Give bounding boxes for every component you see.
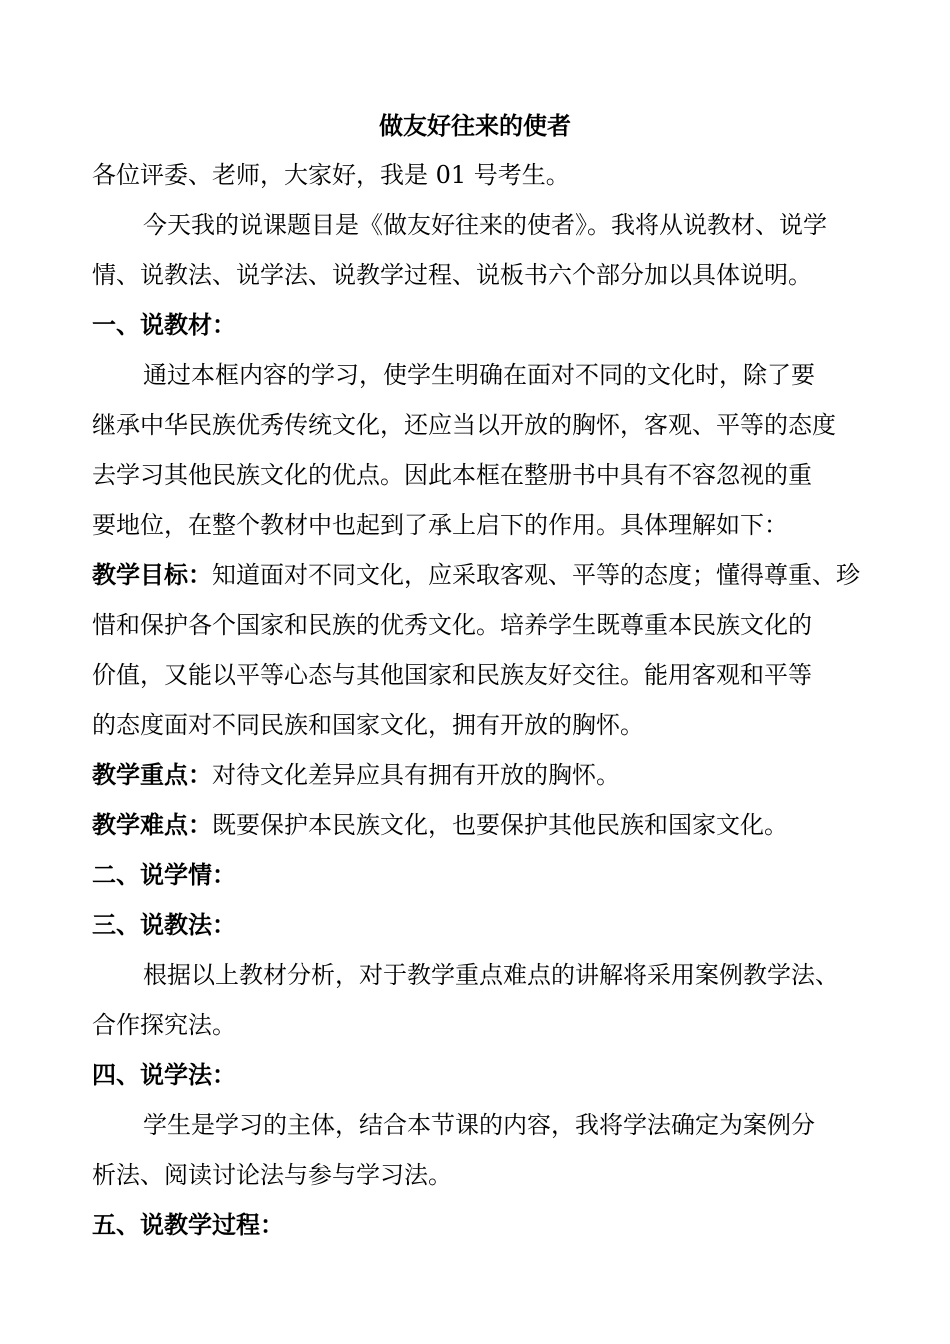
paragraph-line: 通过本框内容的学习，使学生明确在面对不同的文化时，除了要 [143,361,815,389]
section-heading-teaching-process: 五、说教学过程： [92,1211,284,1239]
document-title: 做友好往来的使者 [379,112,571,140]
section-heading-students: 二、说学情： [92,861,236,889]
teaching-goal-text: 知道面对不同文化，应采取客观、平等的态度；懂得尊重、珍 [212,561,860,589]
difficulty-label: 教学难点： [92,811,212,839]
difficulty-line [92,810,788,840]
intro-line: 今天我的说课题目是《做友好往来的使者》。我将从说教材、说学 [143,211,827,239]
difficulty-text: 既要保护本民族文化，也要保护其他民族和国家文化。 [212,811,788,839]
section-heading-textbook: 一、说教材： [92,311,236,339]
intro-line: 情、说教法、说学法、说教学过程、说板书六个部分加以具体说明。 [92,261,812,289]
paragraph-line: 学生是学习的主体，结合本节课的内容，我将学法确定为案例分 [143,1111,815,1139]
paragraph-line: 合作探究法。 [92,1011,236,1039]
paragraph-line: 析法、阅读讨论法与参与学习法。 [92,1161,452,1189]
greeting: 各位评委、老师，大家好，我是 01 号考生。 [92,161,570,189]
key-point-text: 对待文化差异应具有拥有开放的胸怀。 [212,761,620,789]
paragraph-line: 根据以上教材分析，对于教学重点难点的讲解将采用案例教学法、 [143,961,839,989]
paragraph-line: 要地位，在整个教材中也起到了承上启下的作用。具体理解如下： [92,511,788,539]
paragraph-line: 的态度面对不同民族和国家文化，拥有开放的胸怀。 [92,711,644,739]
teaching-goal-line [92,560,860,590]
paragraph-line: 去学习其他民族文化的优点。因此本框在整册书中具有不容忽视的重 [92,461,812,489]
key-point-label: 教学重点： [92,761,212,789]
paragraph-line: 惜和保护各个国家和民族的优秀文化。培养学生既尊重本民族文化的 [92,611,812,639]
section-heading-learning-method: 四、说学法： [92,1061,236,1089]
teaching-goal-label: 教学目标： [92,561,212,589]
paragraph-line: 价值，又能以平等心态与其他国家和民族友好交往。能用客观和平等 [92,661,812,689]
section-heading-teaching-method: 三、说教法： [92,911,236,939]
key-point-line [92,760,620,790]
paragraph-line: 继承中华民族优秀传统文化，还应当以开放的胸怀，客观、平等的态度 [92,411,836,439]
